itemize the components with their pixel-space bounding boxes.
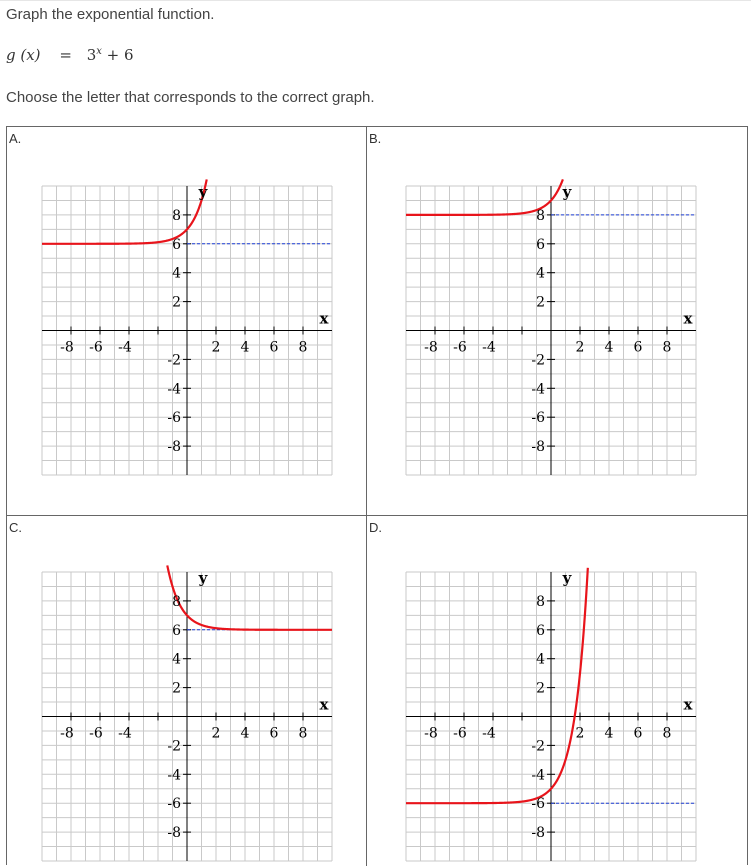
y-tick-label: -4 bbox=[167, 767, 181, 784]
y-axis-label: y bbox=[198, 183, 208, 201]
y-tick-label: 2 bbox=[172, 680, 181, 697]
x-tick-label: 4 bbox=[604, 725, 614, 742]
y-tick-label: 6 bbox=[536, 236, 545, 253]
y-tick-label: 4 bbox=[536, 265, 545, 282]
x-tick-label: 6 bbox=[269, 725, 279, 742]
y-axis-label: y bbox=[562, 569, 572, 587]
x-tick-label: -6 bbox=[89, 339, 103, 356]
y-tick-label: -4 bbox=[531, 381, 545, 398]
top-divider bbox=[0, 0, 751, 1]
option-label[interactable]: C. bbox=[9, 520, 22, 535]
x-tick-label: -4 bbox=[482, 339, 496, 356]
option-c-graph bbox=[42, 569, 332, 861]
option-b-graph bbox=[406, 183, 696, 475]
x-tick-label: 4 bbox=[240, 725, 250, 742]
function-curve bbox=[42, 179, 207, 243]
y-tick-label: -8 bbox=[531, 825, 545, 842]
y-tick-label: -2 bbox=[531, 352, 545, 369]
x-tick-label: 4 bbox=[240, 339, 250, 356]
y-axis-label: y bbox=[198, 569, 208, 587]
function-curve bbox=[406, 568, 588, 803]
x-axis-label: x bbox=[319, 309, 329, 328]
x-tick-label: 2 bbox=[575, 339, 585, 356]
y-tick-label: 4 bbox=[172, 651, 181, 668]
x-tick-label: -4 bbox=[118, 339, 132, 356]
y-tick-label: 4 bbox=[536, 651, 545, 668]
y-tick-label: 2 bbox=[536, 294, 545, 311]
y-tick-label: 6 bbox=[536, 622, 545, 639]
x-tick-label: 2 bbox=[575, 725, 585, 742]
question-title: Graph the exponential function. bbox=[6, 6, 215, 23]
y-axis-label: y bbox=[562, 183, 572, 201]
x-tick-label: -6 bbox=[453, 725, 467, 742]
y-tick-label: -6 bbox=[531, 410, 545, 427]
x-tick-label: 6 bbox=[269, 339, 279, 356]
y-tick-label: -6 bbox=[531, 796, 545, 813]
x-tick-label: -8 bbox=[60, 339, 74, 356]
function-lhs: g (x) bbox=[6, 46, 41, 64]
y-tick-label: -2 bbox=[167, 738, 181, 755]
y-tick-label: -8 bbox=[167, 439, 181, 456]
y-tick-label: 6 bbox=[172, 622, 181, 639]
y-tick-label: -4 bbox=[531, 767, 545, 784]
option-a-graph bbox=[42, 183, 332, 475]
x-tick-label: 6 bbox=[633, 339, 643, 356]
option-d-graph bbox=[406, 569, 696, 861]
function-curve bbox=[167, 565, 332, 629]
x-tick-label: -4 bbox=[118, 725, 132, 742]
y-tick-label: 4 bbox=[172, 265, 181, 282]
y-tick-label: 8 bbox=[172, 207, 181, 224]
function-base: 3 bbox=[86, 46, 97, 64]
x-tick-label: -4 bbox=[482, 725, 496, 742]
x-tick-label: -8 bbox=[424, 725, 438, 742]
function-expression bbox=[6, 46, 134, 64]
function-tail: + 6 bbox=[106, 46, 134, 64]
option-b[interactable] bbox=[367, 127, 747, 516]
x-tick-label: 8 bbox=[662, 339, 672, 356]
answer-options-table bbox=[6, 126, 748, 865]
x-tick-label: 6 bbox=[633, 725, 643, 742]
x-tick-label: 8 bbox=[662, 725, 672, 742]
y-tick-label: -2 bbox=[167, 352, 181, 369]
y-tick-label: 8 bbox=[536, 207, 545, 224]
option-label[interactable]: B. bbox=[369, 131, 382, 146]
y-tick-label: -8 bbox=[167, 825, 181, 842]
x-tick-label: 2 bbox=[211, 725, 221, 742]
question-instruction: Choose the letter that corresponds to the correct graph. bbox=[6, 89, 375, 106]
x-tick-label: 8 bbox=[298, 339, 308, 356]
x-tick-label: 8 bbox=[298, 725, 308, 742]
x-axis-label: x bbox=[683, 695, 693, 714]
x-axis-label: x bbox=[319, 695, 329, 714]
y-tick-label: 2 bbox=[536, 680, 545, 697]
option-label[interactable]: D. bbox=[369, 520, 382, 535]
x-tick-label: 4 bbox=[604, 339, 614, 356]
option-c[interactable] bbox=[7, 516, 367, 866]
y-tick-label: -8 bbox=[531, 439, 545, 456]
x-tick-label: -6 bbox=[453, 339, 467, 356]
x-tick-label: -8 bbox=[60, 725, 74, 742]
x-tick-label: 2 bbox=[211, 339, 221, 356]
y-tick-label: -6 bbox=[167, 410, 181, 427]
x-tick-label: -6 bbox=[89, 725, 103, 742]
y-tick-label: 2 bbox=[172, 294, 181, 311]
y-tick-label: -2 bbox=[531, 738, 545, 755]
option-a[interactable] bbox=[7, 127, 367, 516]
option-label[interactable]: A. bbox=[9, 131, 22, 146]
y-tick-label: 8 bbox=[172, 593, 181, 610]
y-tick-label: 8 bbox=[536, 593, 545, 610]
equals-sign: = bbox=[59, 46, 72, 64]
x-tick-label: -8 bbox=[424, 339, 438, 356]
y-tick-label: -6 bbox=[167, 796, 181, 813]
y-tick-label: 6 bbox=[172, 236, 181, 253]
x-axis-label: x bbox=[683, 309, 693, 328]
option-d[interactable] bbox=[367, 516, 747, 866]
y-tick-label: -4 bbox=[167, 381, 181, 398]
function-exponent: x bbox=[96, 46, 102, 57]
